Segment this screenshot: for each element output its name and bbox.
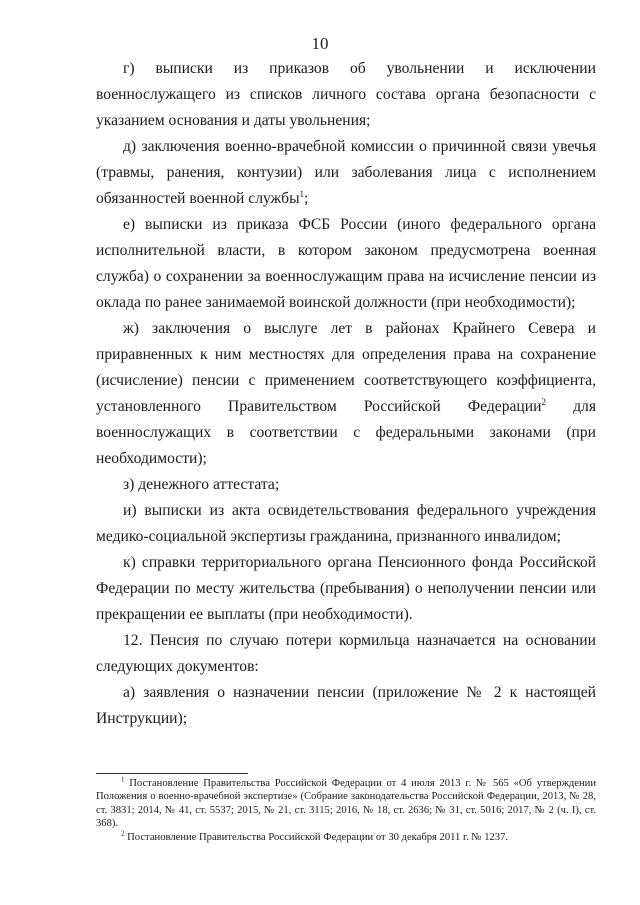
footnote-text-1: Постановление Правительства Российской Федерации от 4 июля 2013 г. № 565 «Об утверждении Положения о военно-врачебной экспертизе» (Собрание законодательства Российской Федерации, 2013, № 28, ст. 3831; 2014, № 41, ст. 5537; 2015, № 21, ст. 3115; 2016, № 18, ст. 2636; № 31, ст. 5016; 2017, № 2 (ч. I), ст. 368). — [96, 778, 596, 830]
paragraph-e: е) выписки из приказа ФСБ России (иного федерального органа исполнительной власти, в котором законом предусмотрена военная служба) о сохранении за военнослужащим права на исчисление пенсии из оклада по ранее занимаемой воинской должности (при необходимости); — [96, 216, 596, 311]
footnote-marker-2: 2 — [121, 829, 125, 838]
paragraph-i: и) выписки из акта освидетельствования федерального учреждения медико-социальной экспертизы гражданина, признанного инвалидом; — [96, 502, 596, 545]
footnote-divider — [96, 773, 248, 774]
footnotes — [96, 777, 596, 844]
footnote-marker-1: 1 — [121, 775, 125, 784]
paragraph-k: к) справки территориального органа Пенсионного фонда Российской Федерации по месту жительства (пребывания) о неполучении пенсии или прекращении ее выплаты (при необходимости). — [96, 554, 596, 623]
footnote-ref-2: 2 — [541, 396, 546, 407]
paragraph-d-text: д) заключения военно-врачебной комиссии о причинной связи увечья (травмы, ранения, контузии) или заболевания лица с исполнением обязанностей военной службы — [96, 138, 596, 207]
paragraph-d — [96, 134, 596, 212]
paragraph-d-tail: ; — [304, 190, 309, 207]
footnote-2 — [96, 831, 596, 844]
paragraph-z: з) денежного аттестата; — [123, 476, 280, 493]
paragraph-12: 12. Пенсия по случаю потери кормильца назначается на основании следующих документов: — [96, 632, 596, 675]
paragraph-zh-text: ж) заключения о выслуге лет в районах Крайнего Севера и приравненных к ним местностях для определения права на сохранение (исчисление) пенсии с применением соответствующего коэффициента, установленного Правительством Российской Федерации — [96, 320, 596, 415]
footnote-1 — [96, 777, 596, 831]
paragraph-zh — [96, 316, 596, 472]
footnote-text-2: Постановление Правительства Российской Федерации от 30 декабря 2011 г. № 1237. — [124, 831, 509, 843]
page-number: 10 — [311, 34, 329, 53]
paragraph-g: г) выписки из приказов об увольнении и исключении военнослужащего из списков личного состава органа безопасности с указанием основания и даты увольнения; — [96, 60, 596, 129]
document-body — [96, 56, 596, 732]
footnote-ref-1: 1 — [299, 188, 305, 199]
paragraph-zh-tail: для военнослужащих в соответствии с федеральными законами (при необходимости); — [96, 398, 596, 467]
paragraph-a: а) заявления о назначении пенсии (приложение № 2 к настоящей Инструкции); — [96, 684, 596, 727]
